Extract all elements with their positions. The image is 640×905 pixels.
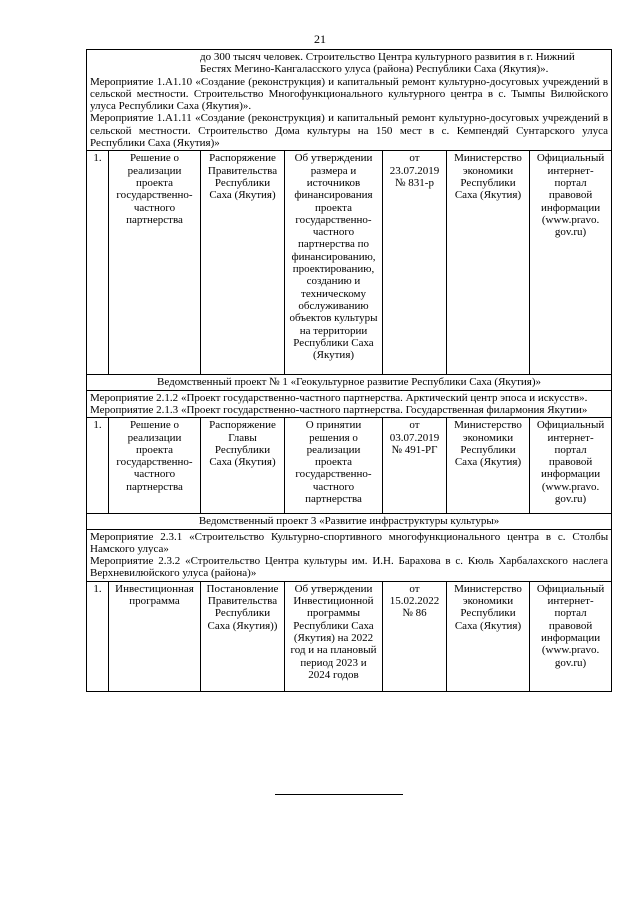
- document-name: Решение о реализации проекта государственно-частного партнерства: [109, 418, 201, 514]
- document-title: Об утверждении размера и источников финансирования проекта государственно-частного партнерства по финансированию, проектированию, созданию и техническому обслуживанию объектов культуры на территории Республики Саха (Якутия): [285, 151, 383, 375]
- section-measures-cell: [87, 529, 612, 581]
- measure-212: [90, 392, 608, 404]
- measure-text: «Проект государственно-частного партнерства. Государственная филармония Якутии»: [180, 403, 588, 416]
- document-type: Постановление Правительства Республики Саха (Якутия)): [201, 581, 285, 691]
- top-measures-cell: [87, 50, 612, 151]
- table-row: [87, 151, 612, 375]
- executor: Министерство экономики Республики Саха (Якутия): [447, 418, 530, 514]
- intro-line-2: Бестях Мегино-Кангаласского улуса (района) Республики Саха (Якутия)».: [200, 63, 549, 76]
- publication-source: Официальный интернет-портал правовой информации (www.pravo. gov.ru): [530, 581, 612, 691]
- document-type: Распоряжение Правительства Республики Саха (Якутия): [201, 151, 285, 375]
- section-heading-row: [87, 514, 612, 529]
- publication-source: Официальный интернет-портал правовой информации (www.pravo. gov.ru): [530, 151, 612, 375]
- document-type: Распоряжение Главы Республики Саха (Якутия): [201, 418, 285, 514]
- row-number: 1.: [87, 151, 109, 375]
- document-name: Решение о реализации проекта государственно-частного партнерства: [109, 151, 201, 375]
- document-table-wrapper: [86, 49, 611, 692]
- document-date: от 23.07.2019 № 831-р: [383, 151, 447, 375]
- section-measures-row: [87, 529, 612, 581]
- section-measures-row: [87, 390, 612, 418]
- measure-text: «Строительство Центра культуры им. И.Н. Барахова в с. Кюль Харбалахского наслега Верхневилюйского улуса (района)»: [90, 555, 609, 580]
- measure-text: «Создание (реконструкция) и капитальный ремонт культурно-досуговых учреждений в сельской местности. Строительство Многофункционального культурного центра в с. Тымпы Вилюйского улуса Республики Саха (Якутия)».: [90, 75, 609, 113]
- footer-divider: [275, 794, 403, 795]
- document-date: от 03.07.2019 № 491-РГ: [383, 418, 447, 514]
- page-number: 21: [314, 32, 326, 46]
- measure-213: [90, 404, 608, 416]
- document-date: от 15.02.2022 № 86: [383, 581, 447, 691]
- intro-line-1: до 300 тысяч человек. Строительство Центра культурного развития в г. Нижний: [200, 51, 575, 63]
- section-measures-cell: [87, 390, 612, 418]
- publication-source: Официальный интернет-портал правовой информации (www.pravo. gov.ru): [530, 418, 612, 514]
- section-heading: Ведомственный проект 3 «Развитие инфраструктуры культуры»: [87, 514, 612, 529]
- row-number: 1.: [87, 581, 109, 691]
- measure-label: Мероприятие 2.3.2: [90, 555, 181, 568]
- document-title: Об утверждении Инвестиционной программы Республики Саха (Якутия) на 2022 год и на плановый период 2023 и 2024 годов: [285, 581, 383, 691]
- measure-text: «Строительство Культурно-спортивного многофункционального центра в с. Столбы Намского улуса»: [90, 530, 609, 555]
- measure-label: Мероприятие 2.3.1: [90, 530, 183, 543]
- document-title: О принятии решения о реализации проекта государственно-частного партнерства: [285, 418, 383, 514]
- measure-label: Мероприятие 1.А1.10: [90, 75, 193, 88]
- measure-232: [90, 555, 608, 580]
- documents-table: [86, 49, 612, 692]
- executor: Министерство экономики Республики Саха (Якутия): [447, 151, 530, 375]
- measure-label: Мероприятие 2.1.2: [90, 391, 179, 404]
- row-number: 1.: [87, 418, 109, 514]
- measure-1a111: [90, 112, 608, 149]
- section-heading-row: [87, 375, 612, 390]
- measure-text: «Проект государственно-частного партнерства. Арктический центр эпоса и искусств».: [180, 391, 588, 404]
- measure-label: Мероприятие 1.А1.11: [90, 112, 192, 125]
- table-row: [87, 581, 612, 691]
- measure-1a110: [90, 76, 608, 113]
- document-name: Инвестиционная программа: [109, 581, 201, 691]
- executor: Министерство экономики Республики Саха (Якутия): [447, 581, 530, 691]
- top-measures-row: [87, 50, 612, 151]
- measure-231: [90, 531, 608, 556]
- measure-text: «Создание (реконструкция) и капитальный ремонт культурно-досуговых учреждений в сельской местности. Строительство Дома культуры на 150 мест в с. Кемпендяй Сунтарского улуса Республики Саха (Якутия)»: [90, 112, 609, 150]
- measure-label: Мероприятие 2.1.3: [90, 403, 179, 416]
- table-row: [87, 418, 612, 514]
- section-heading: Ведомственный проект № 1 «Геокультурное развитие Республики Саха (Якутия)»: [87, 375, 612, 390]
